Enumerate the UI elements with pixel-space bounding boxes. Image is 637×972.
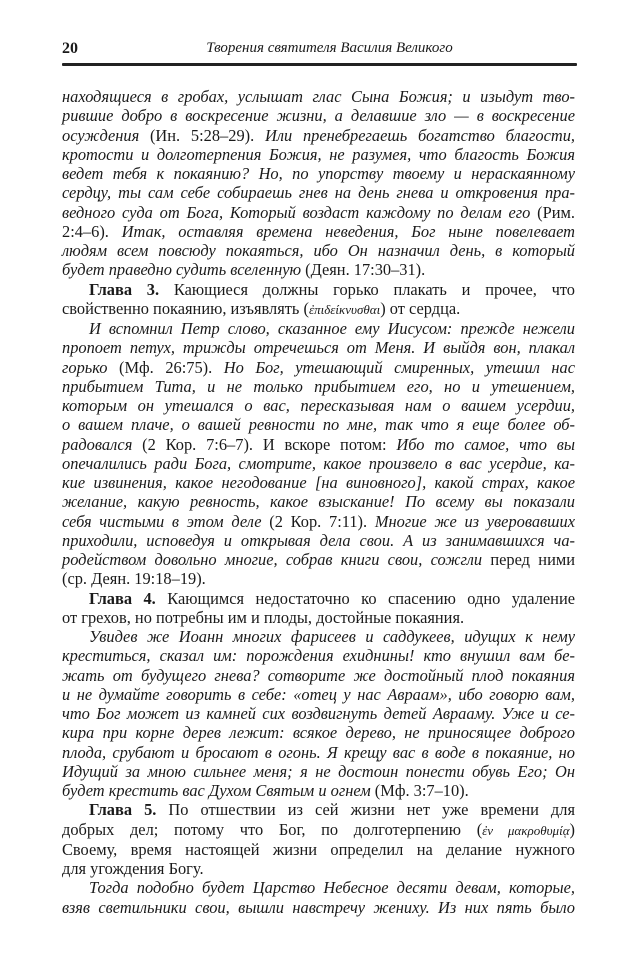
greek-term: ἐν μακροθυμίᾳ (482, 822, 570, 838)
scripture-quote: рившие добро в воскресение жизни, а делавшие зло — в воскресение (62, 106, 575, 126)
text-line (62, 435, 575, 454)
scripture-quote: желание, какую ревность, какое взыскание! По всему вы показали (62, 492, 575, 512)
text-run: (2 Кор. 7:6–7). И вскоре потом: (132, 434, 397, 454)
text-run: (Мф. 26:75). (107, 357, 224, 377)
scripture-quote: и не думайте говорить в себе: «отец у нас Авраам», ибо говорю вам, (62, 684, 575, 704)
text-line (62, 396, 575, 415)
scripture-quote: осуждения (62, 125, 140, 145)
text-run: Кающиеся должны горько плакать и прочее, что (159, 279, 575, 299)
text-run: Кающимся недостаточно ко спасению одно удаление (155, 588, 575, 608)
page-number: 20 (62, 40, 78, 57)
text-line (62, 820, 575, 840)
text-run: для угождения Богу. (62, 859, 204, 878)
text-run: 2:4–6). (62, 221, 122, 241)
scripture-quote: ведет тебя к покаянию? Но, по упорству твоему и нераскаянному (62, 164, 575, 183)
text-run: добрых дел; потому что Бог, по долготерпению ( (62, 819, 483, 839)
chapter-heading: Глава 5. (89, 800, 157, 820)
text-run: (2 Кор. 7:11). (261, 511, 375, 531)
text-run: Своему, время настоящей жизни определил на делание нужного (62, 839, 575, 859)
text-line (62, 358, 575, 377)
text-line (62, 164, 575, 183)
text-line (62, 704, 575, 723)
scripture-quote: которым он утешался о вас, пересказывая нам о вашем усердии, (62, 396, 575, 415)
scripture-quote: Увидев же Иоанн многих фарисеев и саддукеев, идущих к нему (89, 627, 575, 646)
text-line (62, 898, 575, 917)
text-line (62, 319, 575, 338)
text-line (62, 589, 575, 608)
scripture-quote: Ибо то самое, что вы (396, 434, 576, 454)
scripture-quote: ведного суда от Бога, Который воздаст каждому по делам его (62, 202, 531, 222)
text-run: (ср. Деян. 19:18–19). (62, 569, 206, 589)
chapter-heading: Глава 4. (89, 588, 156, 608)
text-line (62, 203, 575, 222)
text-line (62, 800, 575, 819)
text-line (62, 666, 575, 685)
scripture-quote: прибытием Тита, и не только прибытием его, но и утешением, (62, 376, 575, 396)
scripture-quote: Или пренебрегаешь богатство благости, (264, 125, 575, 145)
text-run: По отшествии из сей жизни нет уже времени для (156, 800, 575, 820)
text-line (62, 338, 575, 357)
text-line (62, 878, 575, 897)
text-run: (Рим. (530, 202, 575, 222)
scripture-quote: Итак, оставляя времена неведения, Бог ныне повелевает (121, 221, 575, 241)
text-line (62, 87, 575, 106)
text-line (62, 627, 575, 646)
text-line (62, 743, 575, 762)
text-line (62, 859, 575, 878)
text-line (62, 550, 575, 569)
text-line (62, 781, 575, 800)
scripture-quote: жать от будущего гнева? сотворите же достойный плод покаяния (62, 665, 575, 685)
chapter-heading: Глава 3. (89, 279, 160, 299)
scripture-quote: креститься, сказал им: порождения ехиднины! кто внушил вам бе- (62, 646, 575, 666)
text-run: от грехов, но потребны им и плоды, достойные покаяния. (62, 607, 465, 627)
text-line (62, 840, 575, 859)
scripture-quote: Но Бог, утешающий смиренных, утешил нас (223, 357, 575, 377)
scripture-quote: пропоет петух, трижды отречешься от Меня. И выйдя вон, плакал (62, 338, 575, 358)
text-line (62, 608, 575, 627)
text-line (62, 531, 575, 550)
text-line (62, 454, 575, 473)
scripture-quote: Тогда подобно будет Царство Небесное десяти девам, которые, (89, 878, 575, 898)
scripture-quote: взяв светильники свои, вышли навстречу жениху. Из них пять было (62, 897, 575, 917)
text-line (62, 762, 575, 781)
scripture-quote: кира при корне дерев лежит: всякое дерево, не приносящее доброго (62, 723, 575, 743)
scripture-quote: И вспомнил Петр слово, сказанное ему Иисусом: прежде нежели (89, 319, 575, 338)
text-run: (Деян. 17:30–31). (301, 260, 426, 280)
scripture-quote: радовался (62, 434, 133, 454)
scripture-quote: находящиеся в гробах, услышат глас Сына Божия; и изыдут тво- (62, 87, 575, 106)
text-run: перед ними (482, 550, 575, 569)
text-line (62, 260, 575, 279)
text-line (62, 280, 575, 299)
text-run: (Ин. 5:28–29). (139, 125, 265, 145)
scripture-quote: о вашем плаче, о вашей ревности по мне, так что я еще более об- (62, 415, 575, 435)
text-line (62, 183, 575, 202)
greek-term: ἐπιδείκνυσθαι (308, 301, 381, 317)
running-title: Творения святителя Василия Великого (206, 40, 453, 56)
scripture-quote: будет праведно судить вселенную (62, 260, 302, 280)
text-line (62, 512, 575, 531)
scripture-quote: приходили, исповедуя и открывая дела свои. А из занимавшихся ча- (62, 530, 575, 550)
text-line (62, 299, 575, 319)
text-line (62, 241, 575, 260)
text-run: ) (569, 819, 575, 839)
text-run: (Мф. 3:7–10). (370, 781, 469, 800)
text-line (62, 415, 575, 434)
text-line (62, 685, 575, 704)
scripture-quote: опечалились ради Бога, смотрите, какое произвело в вас усердие, ка- (62, 453, 575, 473)
scripture-quote: будет крестить вас Духом Святым и огнем (62, 781, 371, 800)
page-header (62, 38, 577, 60)
text-line (62, 145, 575, 164)
body-text (62, 87, 575, 917)
scripture-quote: Многие же из уверовавших (374, 511, 575, 531)
scripture-quote: Идущий за мною сильнее меня; я не достоин понести обувь Его; Он (62, 761, 575, 781)
scripture-quote: сердцу, ты сам себе собираешь гнев на день гнева и откровения пра- (62, 183, 575, 203)
scripture-quote: себя чистыми в этом деле (62, 511, 262, 531)
scripture-quote: родейством довольно многие, собрав книги свои, сожгли (62, 550, 483, 569)
text-line (62, 473, 575, 492)
text-line (62, 377, 575, 396)
header-rule (62, 63, 577, 66)
text-line (62, 492, 575, 511)
scripture-quote: плода, срубают и бросают в огонь. Я крещу вас в воде в покаяние, но (62, 742, 575, 762)
text-run: свойственно покаянию, изъявлять ( (62, 298, 309, 318)
text-line (62, 222, 575, 241)
text-line (62, 106, 575, 125)
scripture-quote: людям всем повсюду покаяться, ибо Он назначил день, в который (62, 241, 575, 260)
scripture-quote: что Бог может из камней сих воздвигнуть детей Аврааму. Уже и се- (62, 704, 575, 723)
text-run: ) от сердца. (380, 298, 461, 318)
scripture-quote: кие извинения, какое негодование [на виновного], какой страх, какое (62, 473, 575, 492)
text-line (62, 723, 575, 742)
text-line (62, 569, 575, 588)
scripture-quote: горько (62, 357, 108, 377)
text-line (62, 646, 575, 665)
scripture-quote: кротости и долготерпения Божия, не разумея, что благость Божия (62, 144, 575, 164)
text-line (62, 126, 575, 145)
